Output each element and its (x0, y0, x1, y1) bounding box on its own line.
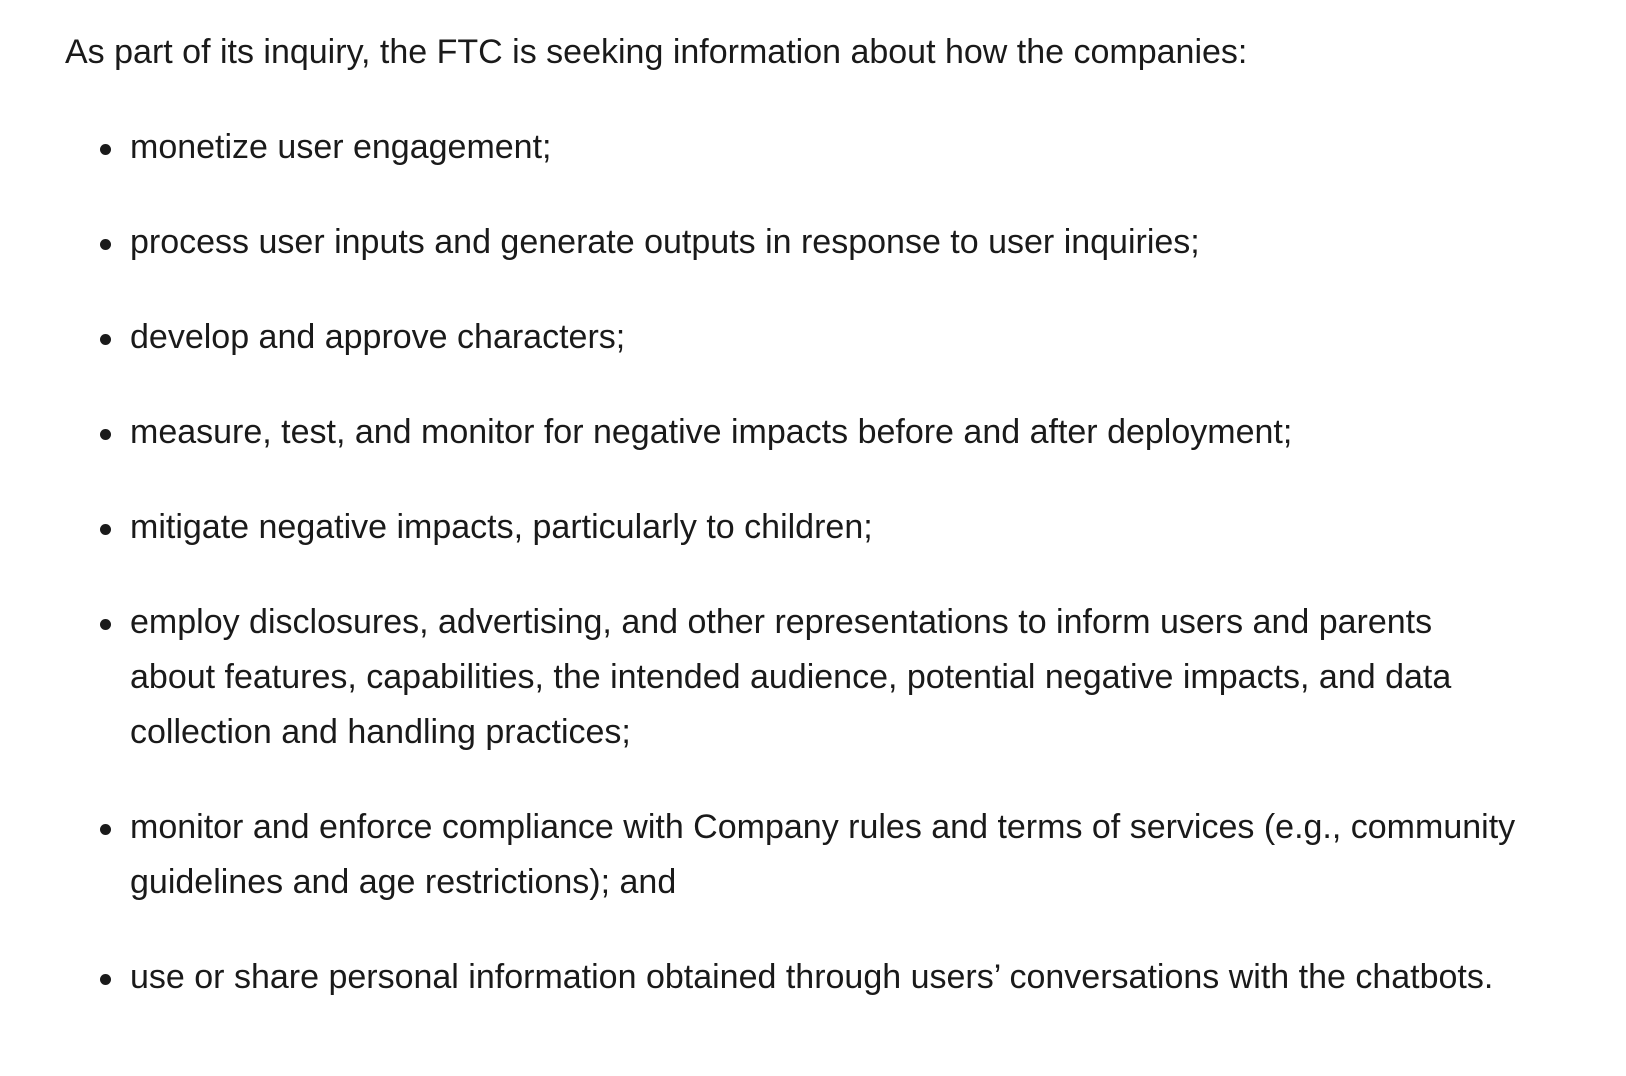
list-item (65, 800, 1525, 910)
list-item (65, 950, 1525, 1005)
inquiry-list (65, 120, 1516, 1005)
list-item (65, 405, 1525, 460)
bullet-icon (100, 429, 111, 440)
bullet-icon (100, 239, 111, 250)
list-item-text: process user inputs and generate outputs in response to user inquiries; (130, 223, 1200, 261)
list-item-text: develop and approve characters; (130, 318, 626, 356)
bullet-icon (100, 524, 111, 535)
intro-paragraph: As part of its inquiry, the FTC is seeking information about how the companies: (65, 33, 1248, 71)
list-item-text: measure, test, and monitor for negative impacts before and after deployment; (130, 413, 1293, 451)
list-item-text: monetize user engagement; (130, 128, 552, 166)
bullet-icon (100, 334, 111, 345)
list-item-text: employ disclosures, advertising, and other representations to inform users and parents about features, capabilities, the intended audience, potential negative impacts, and data collection and handling practices; (130, 603, 1452, 751)
list-item-text: monitor and enforce compliance with Company rules and terms of services (e.g., community guidelines and age restrictions); and (130, 808, 1516, 901)
list-item (65, 120, 1525, 175)
list-item (65, 310, 1525, 365)
bullet-icon (100, 824, 111, 835)
bullet-icon (100, 974, 111, 985)
list-item-text: use or share personal information obtained through users’ conversations with the chatbots. (130, 958, 1494, 996)
bullet-icon (100, 619, 111, 630)
list-item (65, 500, 1525, 555)
list-item (65, 595, 1525, 760)
list-item-text: mitigate negative impacts, particularly to children; (130, 508, 873, 546)
bullet-icon (100, 144, 111, 155)
list-item (65, 215, 1525, 270)
